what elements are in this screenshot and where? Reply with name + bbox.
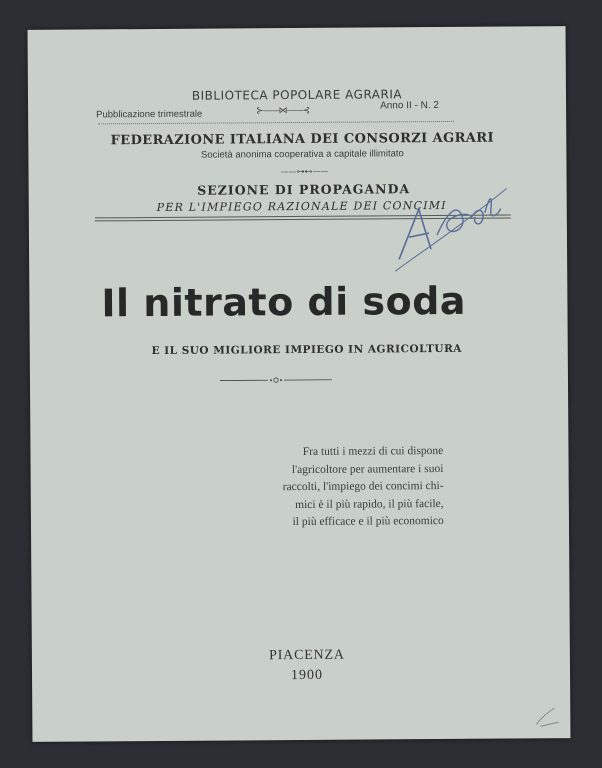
section-purpose: PER L'IMPIEGO RAZIONALE DEI CONCIMI [156, 198, 447, 214]
main-title: Il nitrato di soda [101, 278, 467, 326]
header-divider [98, 121, 454, 124]
epigraph-line: l'agricoltore per aumentare i suoi [291, 462, 444, 476]
title-ornament-icon [220, 375, 332, 386]
epigraph-line: Fra tutti i mezzi di cui dispone [302, 444, 444, 458]
subtitle: E IL SUO MIGLIORE IMPIEGO IN AGRICOLTURA [151, 342, 462, 358]
pencil-mark-icon [532, 704, 562, 730]
section-name: SEZIONE DI PROPAGANDA [197, 181, 411, 198]
publisher-name: FEDERAZIONE ITALIANA DEI CONSORZI AGRARI [110, 130, 494, 149]
imprint-year: 1900 [290, 667, 324, 684]
periodicity-label: Pubblicazione trimestrale [96, 108, 203, 121]
document-cover [28, 26, 571, 742]
series-title: BIBLIOTECA POPOLARE AGRARIA [191, 87, 403, 103]
epigraph-line: raccolti, l'impiego dei concimi chi- [282, 479, 444, 494]
publisher-description: Società anonima cooperativa a capitale illimitato [200, 148, 404, 161]
imprint-place: PIACENZA [269, 647, 345, 664]
issue-number: Anno II - N. 2 [380, 100, 440, 112]
publisher-ornament-icon: ——⊶⊷—— [280, 166, 329, 177]
epigraph [282, 443, 443, 532]
header-ornament-icon: ⊱——⋈——⊰ [256, 105, 310, 117]
epigraph-line: il più efficace e il più economico [292, 514, 444, 529]
handwritten-signature [389, 179, 510, 280]
epigraph-line: mici è il più rapido, il più facile, [295, 497, 444, 511]
